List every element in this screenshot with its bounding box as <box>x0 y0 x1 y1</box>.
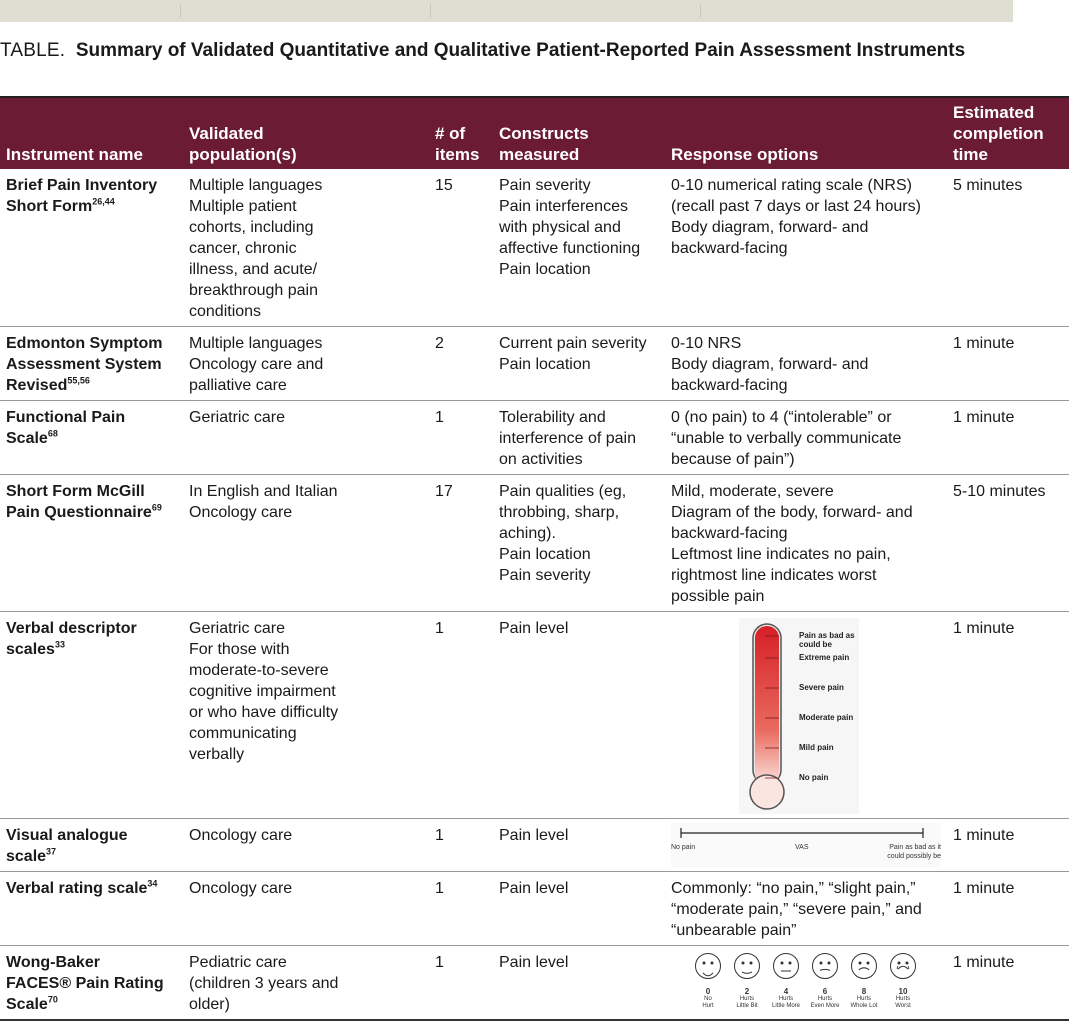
population-line: cohorts, including <box>189 219 314 236</box>
header-completion-time <box>947 97 1069 169</box>
response-line: backward-facing <box>671 525 788 542</box>
population-line: Oncology care and <box>189 356 324 373</box>
face-item <box>693 952 723 1010</box>
thermometer-label-line: could be <box>799 640 832 649</box>
constructs-cell <box>493 872 665 946</box>
response-line: backward-facing <box>671 377 788 394</box>
reference-superscript: 37 <box>46 846 57 857</box>
construct-line: Pain severity <box>499 567 591 584</box>
response-line: “unable to verbally communicate <box>671 430 902 447</box>
construct-line: Pain qualities (eg, <box>499 483 627 500</box>
face-label: Whole Lot <box>850 1003 878 1009</box>
header-text: completion <box>953 124 1044 143</box>
response-line: 0 (no pain) to 4 (“intolerable” or <box>671 409 892 426</box>
population-cell <box>183 401 429 475</box>
instrument-name-cell <box>0 819 183 872</box>
construct-line: Current pain severity <box>499 335 647 352</box>
population-line: Oncology care <box>189 880 293 897</box>
construct-line: Pain level <box>499 827 569 844</box>
items-cell: 17 <box>429 475 493 612</box>
thermometer-label <box>799 713 853 722</box>
face-item <box>771 952 801 1010</box>
header-response-options <box>665 97 947 169</box>
instrument-name <box>6 994 177 1015</box>
face-number: 10 <box>898 987 908 996</box>
reference-superscript: 34 <box>147 878 158 889</box>
population-cell <box>183 475 429 612</box>
thermometer-label <box>799 773 828 782</box>
instrument-name-cell <box>0 946 183 1021</box>
table-row <box>0 872 1069 946</box>
population-line: older) <box>189 996 230 1013</box>
construct-line: on activities <box>499 451 583 468</box>
reference-superscript: 70 <box>47 994 58 1005</box>
table-row <box>0 401 1069 475</box>
instrument-name-text: Short Form <box>6 198 93 215</box>
completion-time-cell: 5 minutes <box>947 169 1069 327</box>
table-row <box>0 612 1069 819</box>
face-item <box>810 952 840 1010</box>
instrument-name-cell <box>0 169 183 327</box>
table-row <box>0 475 1069 612</box>
response-line: Diagram of the body, forward- and <box>671 504 913 521</box>
population-cell <box>183 169 429 327</box>
response-line: rightmost line indicates worst <box>671 567 877 584</box>
items-cell: 2 <box>429 327 493 401</box>
thermometer-label <box>799 743 834 752</box>
header-items <box>429 97 493 169</box>
header-instrument-name <box>0 97 183 169</box>
header-validated-population <box>183 97 429 169</box>
instrument-name-text: Verbal rating scale <box>6 880 148 897</box>
completion-time-cell: 1 minute <box>947 401 1069 475</box>
pain-thermometer <box>739 618 859 814</box>
response-options-cell <box>665 475 947 612</box>
instrument-name <box>6 502 177 523</box>
construct-line: Pain level <box>499 954 569 971</box>
response-options-cell <box>665 946 947 1021</box>
thermometer-label-line: Mild pain <box>799 743 834 752</box>
header-constructs <box>493 97 665 169</box>
response-line: (recall past 7 days or last 24 hours) <box>671 198 921 215</box>
population-cell <box>183 819 429 872</box>
header-text: time <box>953 145 988 164</box>
caption-title: Summary of Validated Quantitative and Qualitative Patient-Reported Pain Assessment Instruments <box>75 40 966 61</box>
instrument-name-cell <box>0 475 183 612</box>
face-number: 8 <box>861 987 867 996</box>
thermometer-label <box>799 683 844 692</box>
population-line: Multiple languages <box>189 335 323 352</box>
response-line: 0-10 NRS <box>671 335 742 352</box>
population-line: Multiple patient <box>189 198 297 215</box>
thermometer-graphic <box>739 618 799 814</box>
header-text: items <box>435 145 480 164</box>
vas-right-label-line: Pain as bad as it <box>889 844 941 851</box>
construct-line: Pain severity <box>499 177 591 194</box>
population-line: Oncology care <box>189 504 293 521</box>
instrument-name <box>6 333 177 354</box>
thermometer-label-line: Extreme pain <box>799 653 850 662</box>
thermometer-label-line: Moderate pain <box>799 713 854 722</box>
instrument-name-text: scales <box>6 641 55 658</box>
header-row <box>0 97 1069 169</box>
population-line: Pediatric care <box>189 954 287 971</box>
response-line: “moderate pain,” “severe pain,” and <box>671 901 922 918</box>
face-number: 0 <box>705 987 711 996</box>
face-number: 2 <box>744 987 750 996</box>
wong-baker-faces <box>693 952 933 1012</box>
population-cell <box>183 946 429 1021</box>
visual-analogue-scale <box>671 823 941 867</box>
completion-time-cell: 1 minute <box>947 872 1069 946</box>
construct-line: Pain location <box>499 261 591 278</box>
construct-line: throbbing, sharp, <box>499 504 620 521</box>
face-number: 4 <box>783 987 789 996</box>
response-line: Commonly: “no pain,” “slight pain,” <box>671 880 916 897</box>
instrument-name-text: Assessment System <box>6 356 162 373</box>
instrument-name-text: scale <box>6 848 47 865</box>
vas-line <box>671 825 941 845</box>
population-line: Geriatric care <box>189 620 286 637</box>
instrument-name-text: Revised <box>6 377 68 394</box>
instrument-name-text: Edmonton Symptom <box>6 335 163 352</box>
response-line: 0-10 numerical rating scale (NRS) <box>671 177 912 194</box>
response-options-cell <box>665 169 947 327</box>
constructs-cell <box>493 401 665 475</box>
header-text: Estimated <box>953 103 1035 122</box>
construct-line: Pain location <box>499 546 591 563</box>
vas-left-label: No pain <box>671 844 696 851</box>
response-options-cell <box>665 819 947 872</box>
table-row <box>0 169 1069 327</box>
thermometer-label-line: Severe pain <box>799 683 844 692</box>
thermometer-bulb <box>750 775 784 809</box>
instrument-name <box>6 846 177 867</box>
thermometer-label-line: Pain as bad as <box>799 631 855 640</box>
top-band <box>0 0 1013 22</box>
construct-line: Pain location <box>499 356 591 373</box>
constructs-cell <box>493 946 665 1021</box>
face-icon <box>772 952 800 980</box>
header-text: Constructs <box>499 124 589 143</box>
instrument-name <box>6 639 177 660</box>
population-line: cancer, chronic <box>189 240 297 257</box>
population-line: palliative care <box>189 377 287 394</box>
pain-instruments-table <box>0 96 1069 1021</box>
instrument-name <box>6 618 177 639</box>
response-line: backward-facing <box>671 240 788 257</box>
face-icon <box>850 952 878 980</box>
population-cell <box>183 612 429 819</box>
population-line: moderate-to-severe <box>189 662 329 679</box>
face-label: Worst <box>895 1003 911 1009</box>
construct-line: with physical and <box>499 219 621 236</box>
instrument-name-text: Brief Pain Inventory <box>6 177 158 194</box>
constructs-cell <box>493 475 665 612</box>
face-label: Even More <box>810 1003 840 1009</box>
face-label: Little Bit <box>736 1003 758 1009</box>
construct-line: interference of pain <box>499 430 636 447</box>
completion-time-cell: 5-10 minutes <box>947 475 1069 612</box>
population-line: (children 3 years and <box>189 975 339 992</box>
vas-middle-label: VAS <box>795 844 809 851</box>
response-line: possible pain <box>671 588 765 605</box>
instrument-name-text: Visual analogue <box>6 827 128 844</box>
table-row <box>0 327 1069 401</box>
construct-line: Pain interferences <box>499 198 628 215</box>
instrument-name <box>6 428 177 449</box>
response-line: Leftmost line indicates no pain, <box>671 546 891 563</box>
table-row <box>0 946 1069 1021</box>
face-label: Hurts <box>895 996 911 1002</box>
face-icon <box>694 952 722 980</box>
population-line: Multiple languages <box>189 177 323 194</box>
population-cell <box>183 327 429 401</box>
instrument-name-text: Pain Questionnaire <box>6 504 152 521</box>
instrument-name <box>6 375 177 396</box>
instrument-name <box>6 952 177 973</box>
constructs-cell <box>493 327 665 401</box>
completion-time-cell: 1 minute <box>947 612 1069 819</box>
population-cell <box>183 872 429 946</box>
items-cell: 1 <box>429 612 493 819</box>
completion-time-cell: 1 minute <box>947 819 1069 872</box>
instrument-name <box>6 407 177 428</box>
construct-line: aching). <box>499 525 556 542</box>
response-line: “unbearable pain” <box>671 922 797 939</box>
construct-line: affective functioning <box>499 240 641 257</box>
population-line: In English and Italian <box>189 483 338 500</box>
instrument-name <box>6 973 177 994</box>
face-label: Hurts <box>739 996 755 1002</box>
face-number: 6 <box>822 987 828 996</box>
header-text: population(s) <box>189 145 297 164</box>
items-cell: 15 <box>429 169 493 327</box>
constructs-cell <box>493 612 665 819</box>
header-text: Response options <box>671 145 819 164</box>
vas-right-label-line: could possibly be <box>887 853 941 860</box>
reference-superscript: 68 <box>47 428 58 439</box>
instrument-name <box>6 825 177 846</box>
population-line: Geriatric care <box>189 409 286 426</box>
face-icon <box>733 952 761 980</box>
face-item <box>732 952 762 1010</box>
face-label: Hurt <box>702 1003 714 1009</box>
completion-time-cell: 1 minute <box>947 946 1069 1021</box>
response-options-cell <box>665 872 947 946</box>
face-item <box>888 952 918 1010</box>
header-text: measured <box>499 145 580 164</box>
face-icon <box>811 952 839 980</box>
reference-superscript: 33 <box>54 639 65 650</box>
face-icon <box>889 952 917 980</box>
face-label: Hurts <box>778 996 794 1002</box>
response-line: Mild, moderate, severe <box>671 483 834 500</box>
construct-line: Tolerability and <box>499 409 606 426</box>
reference-superscript: 69 <box>151 502 162 513</box>
face-label: Hurts <box>817 996 833 1002</box>
thermometer-label <box>799 653 849 662</box>
instrument-name-cell <box>0 401 183 475</box>
response-line: Body diagram, forward- and <box>671 219 869 236</box>
items-cell: 1 <box>429 946 493 1021</box>
thermometer-mercury <box>755 626 779 786</box>
instrument-name-cell <box>0 872 183 946</box>
reference-superscript: 26,44 <box>92 196 115 207</box>
header-text: Validated <box>189 124 264 143</box>
face-label: No <box>704 996 712 1002</box>
instrument-name <box>6 175 177 196</box>
constructs-cell <box>493 819 665 872</box>
population-line: or who have difficulty <box>189 704 339 721</box>
population-line: breakthrough pain <box>189 282 318 299</box>
response-line: Body diagram, forward- and <box>671 356 869 373</box>
instrument-name <box>6 354 177 375</box>
instrument-name-text: Short Form McGill <box>6 483 145 500</box>
items-cell: 1 <box>429 872 493 946</box>
instrument-name-text: Wong-Baker <box>6 954 100 971</box>
population-line: verbally <box>189 746 245 763</box>
instrument-name-text: Scale <box>6 996 48 1013</box>
construct-line: Pain level <box>499 880 569 897</box>
instrument-name <box>6 196 177 217</box>
table-caption <box>0 36 1000 65</box>
vas-right-label <box>887 843 941 861</box>
population-line: cognitive impairment <box>189 683 336 700</box>
instrument-name-text: Verbal descriptor <box>6 620 137 637</box>
reference-superscript: 55,56 <box>67 375 90 386</box>
population-line: illness, and acute/ <box>189 261 318 278</box>
face-item <box>849 952 879 1010</box>
header-text: Instrument name <box>6 145 143 164</box>
instrument-name-text: FACES® Pain Rating <box>6 975 164 992</box>
header-text: # of <box>435 124 466 143</box>
population-line: Oncology care <box>189 827 293 844</box>
caption-lead: TABLE. <box>0 40 66 61</box>
instrument-name-cell <box>0 327 183 401</box>
population-line: conditions <box>189 303 262 320</box>
face-label: Little More <box>771 1003 800 1009</box>
instrument-name-cell <box>0 612 183 819</box>
response-options-cell <box>665 327 947 401</box>
instrument-name-text: Scale <box>6 430 48 447</box>
items-cell: 1 <box>429 401 493 475</box>
thermometer-label-line: No pain <box>799 773 829 782</box>
response-line: because of pain”) <box>671 451 795 468</box>
response-options-cell <box>665 401 947 475</box>
face-label: Hurts <box>856 996 872 1002</box>
instrument-name-text: Functional Pain <box>6 409 126 426</box>
items-cell: 1 <box>429 819 493 872</box>
thermometer-label <box>799 631 855 649</box>
response-options-cell <box>665 612 947 819</box>
instrument-name <box>6 878 177 899</box>
completion-time-cell: 1 minute <box>947 327 1069 401</box>
constructs-cell <box>493 169 665 327</box>
population-line: communicating <box>189 725 297 742</box>
table-row <box>0 819 1069 872</box>
instrument-name <box>6 481 177 502</box>
construct-line: Pain level <box>499 620 569 637</box>
population-line: For those with <box>189 641 290 658</box>
